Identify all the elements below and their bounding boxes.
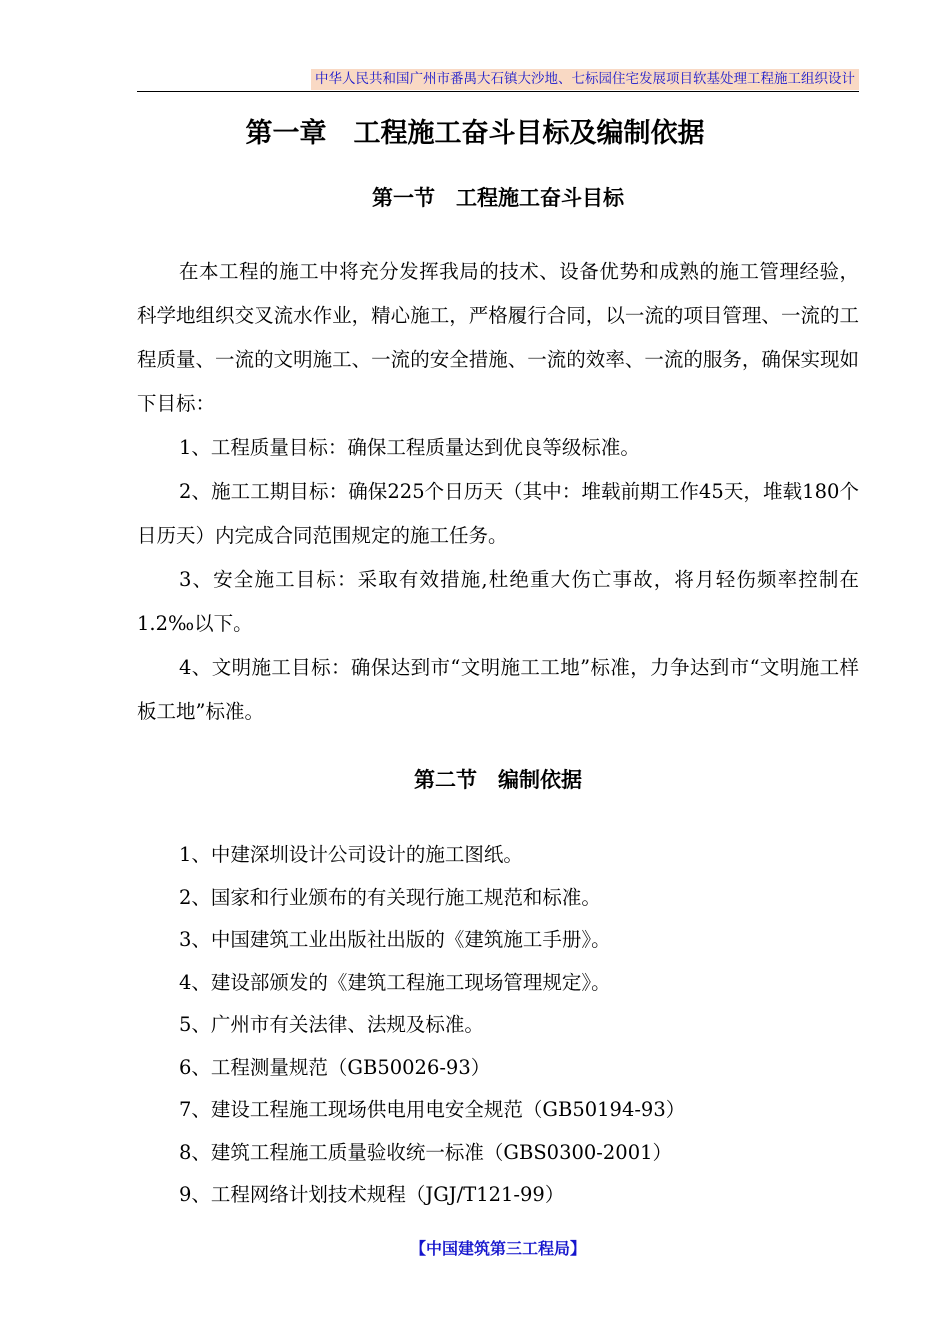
civilized-construction-goal-paragraph: 4、文明施工目标：确保达到市“文明施工工地”标准，力争达到市“文明施工样板工地”标准。 — [137, 656, 859, 723]
header-divider — [137, 91, 859, 92]
list-item: 7、建设工程施工现场供电用电安全规范（GB50194-93） — [179, 1098, 686, 1121]
section-1-body — [137, 250, 859, 734]
list-item: 4、建设部颁发的《建筑工程施工现场管理规定》。 — [179, 970, 611, 994]
list-item: 9、工程网络计划技术规程（JGJ/T121-99） — [179, 1183, 565, 1206]
list-item: 8、建筑工程施工质量验收统一标准（GBS0300-2001） — [179, 1140, 673, 1164]
list-item: 3、中国建筑工业出版社出版的《建筑施工手册》。 — [179, 928, 611, 951]
section-2-title: 第二节 编制依据 — [414, 768, 582, 792]
document-title-header: 中华人民共和国广州市番禺大石镇大沙地、七标园住宅发展项目软基处理工程施工组织设计 — [311, 69, 859, 90]
list-item: 6、工程测量规范（GB50026-93） — [179, 1055, 491, 1079]
quality-goal-paragraph: 1、工程质量目标：确保工程质量达到优良等级标准。 — [179, 436, 640, 459]
schedule-goal-paragraph: 2、施工工期目标：确保225个日历天（其中：堆载前期工作45天，堆载180个日历天）内完成合同范围规定的施工任务。 — [137, 480, 859, 547]
page-footer: 【中国建筑第三工程局】 — [409, 1239, 586, 1258]
intro-paragraph: 在本工程的施工中将充分发挥我局的技术、设备优势和成熟的施工管理经验，科学地组织交叉流水作业，精心施工，严格履行合同，以一流的项目管理、一流的工程质量、一流的文明施工、一流的安全措施、一流的效率、一流的服务，确保实现如下目标： — [137, 260, 859, 415]
list-item: 5、广州市有关法律、法规及标准。 — [179, 1013, 484, 1036]
chapter-title: 第一章 工程施工奋斗目标及编制依据 — [245, 118, 705, 149]
page-header — [137, 68, 859, 90]
list-item: 1、中建深圳设计公司设计的施工图纸。 — [179, 843, 523, 866]
list-item: 2、国家和行业颁布的有关现行施工规范和标准。 — [179, 885, 601, 909]
section-1-title: 第一节 工程施工奋斗目标 — [372, 186, 624, 210]
safety-goal-paragraph: 3、安全施工目标：采取有效措施,杜绝重大伤亡事故，将月轻伤频率控制在1.2‰以下。 — [137, 568, 859, 635]
basis-list — [179, 834, 859, 1217]
